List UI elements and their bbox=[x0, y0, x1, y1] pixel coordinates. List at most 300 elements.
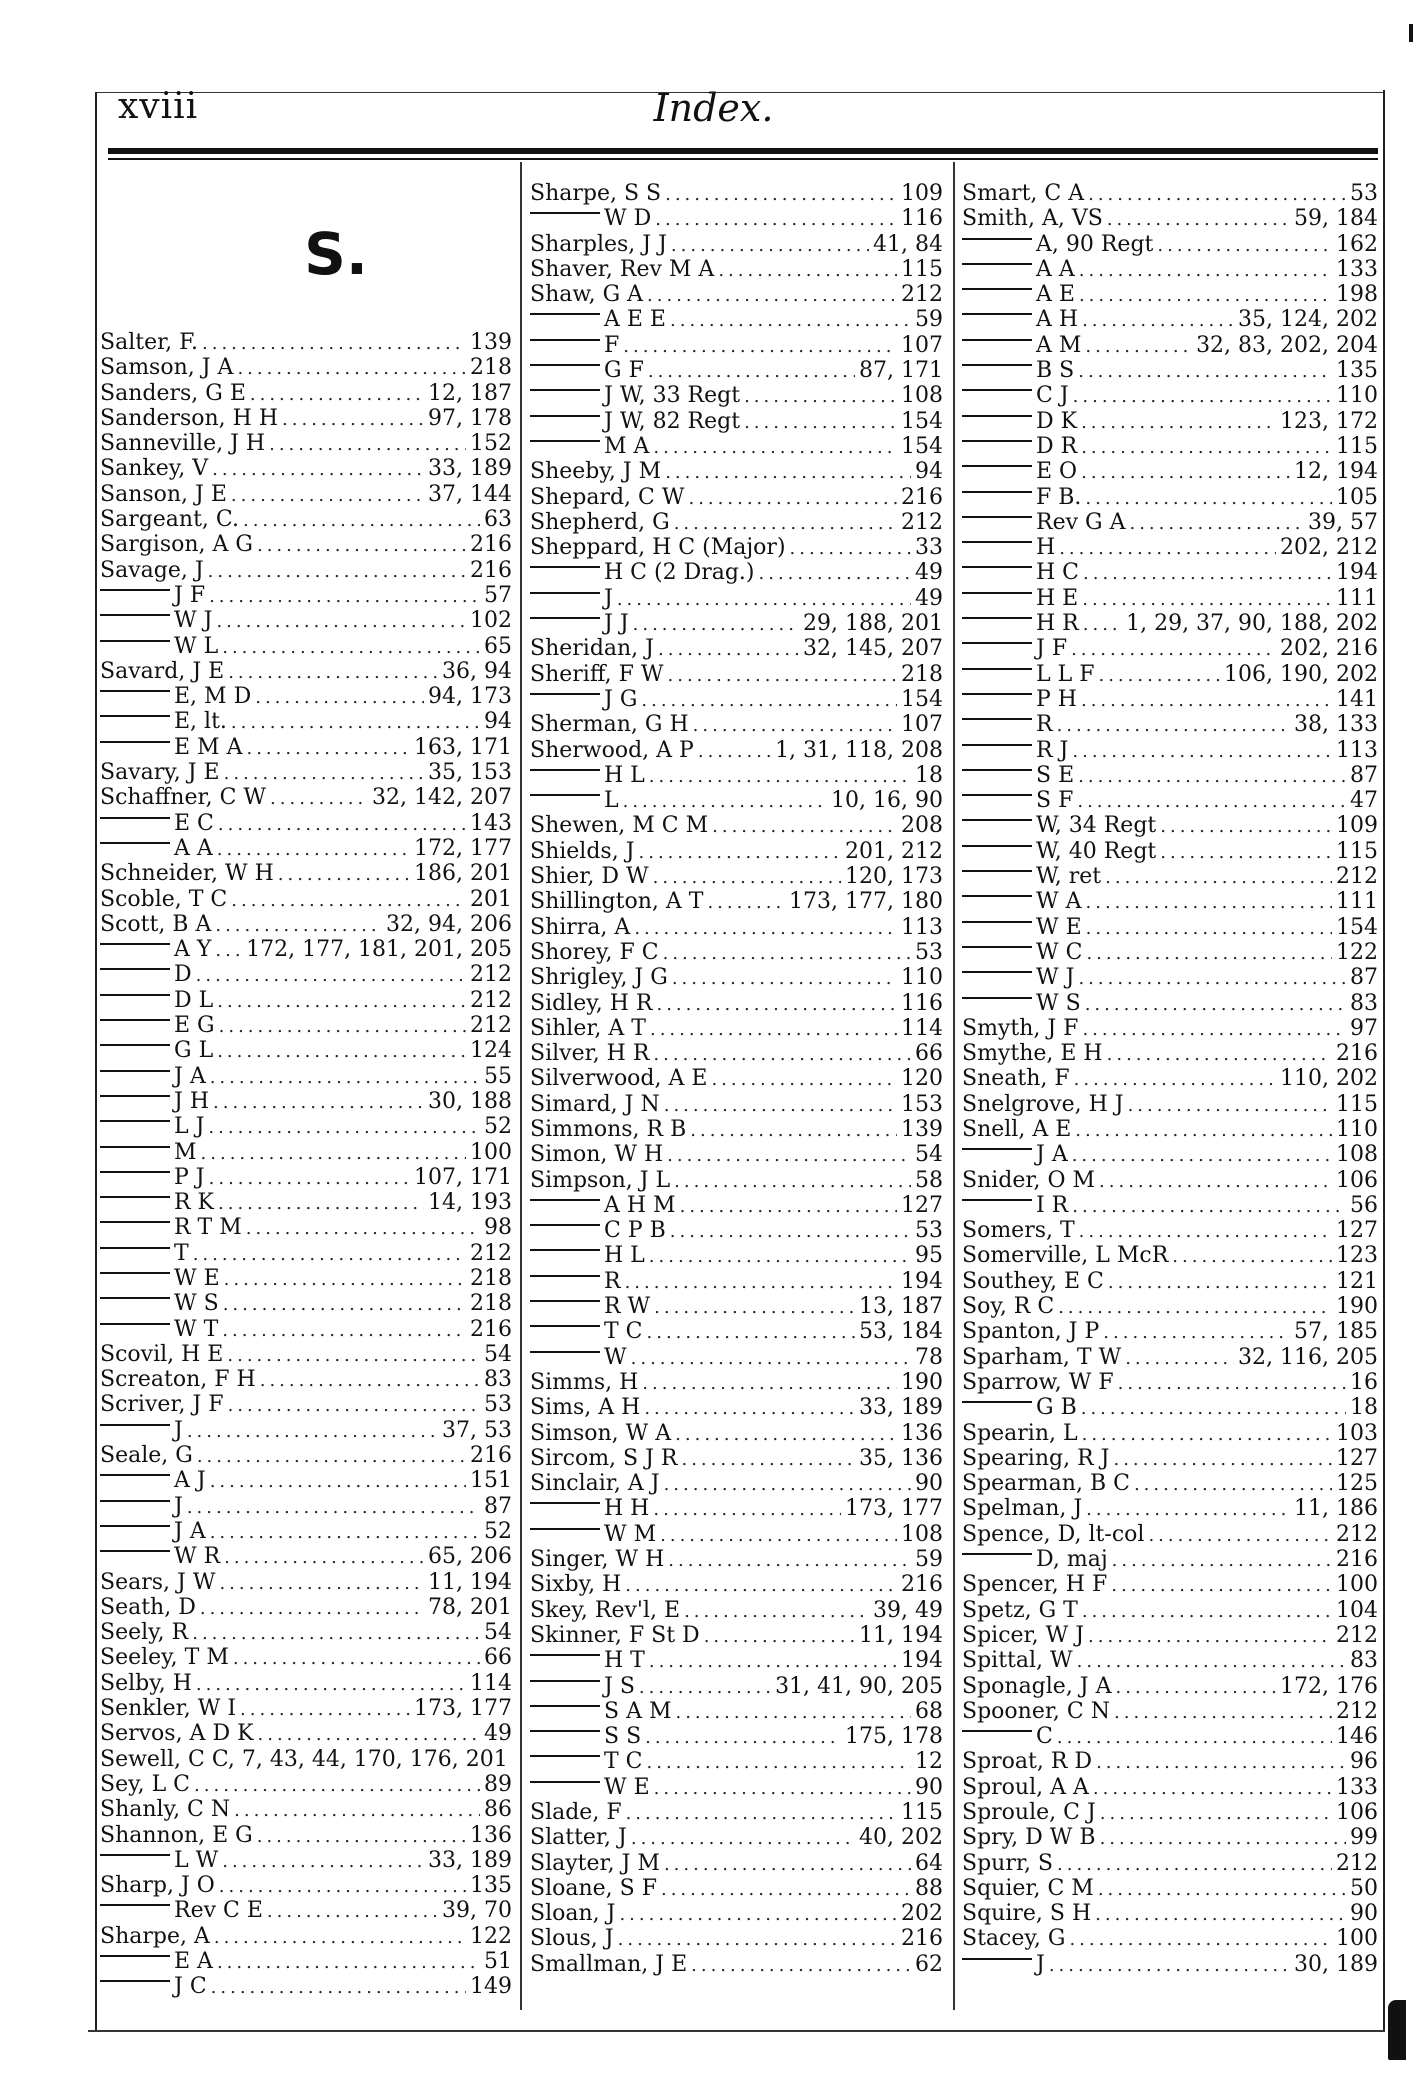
index-entry bbox=[530, 965, 943, 990]
leader-dots bbox=[1083, 561, 1332, 586]
leader-dots bbox=[1081, 1396, 1346, 1421]
entry-pages: 83 bbox=[1350, 1648, 1378, 1674]
index-entry bbox=[530, 1066, 943, 1091]
leader-dots bbox=[1111, 1573, 1332, 1598]
index-entry bbox=[530, 1345, 943, 1370]
leader-dots bbox=[634, 916, 897, 941]
index-entry bbox=[530, 257, 943, 282]
entry-name-text: M A bbox=[604, 433, 650, 459]
entry-name bbox=[100, 1721, 254, 1746]
entry-pages: 202 bbox=[901, 1901, 943, 1927]
continuation-dash bbox=[100, 1247, 170, 1249]
entry-name-text: G B bbox=[1036, 1395, 1077, 1421]
index-entry bbox=[530, 1547, 943, 1572]
entry-pages: 37, 144 bbox=[428, 481, 512, 507]
continuation-dash bbox=[100, 1980, 170, 1982]
entry-pages: 37, 53 bbox=[442, 1417, 512, 1443]
index-entry bbox=[100, 558, 512, 583]
entry-name bbox=[962, 1016, 1078, 1041]
continuation-dash bbox=[962, 389, 1032, 391]
index-entry bbox=[530, 1421, 943, 1446]
continuation-dash bbox=[962, 541, 1032, 543]
entry-pages: 39, 57 bbox=[1308, 509, 1378, 535]
leader-dots bbox=[1057, 1725, 1332, 1750]
index-entry bbox=[962, 1572, 1378, 1597]
entry-pages: 12, 194 bbox=[1294, 459, 1378, 485]
entry-name-text: W, ret bbox=[1036, 864, 1102, 890]
leader-dots bbox=[196, 963, 466, 988]
entry-pages: 59, 184 bbox=[1294, 206, 1378, 232]
continuation-dash bbox=[530, 1654, 600, 1656]
ink-mark-bottom bbox=[1388, 2000, 1406, 2060]
entry-name bbox=[530, 839, 635, 864]
leader-dots bbox=[672, 966, 897, 991]
index-entry bbox=[530, 738, 943, 763]
entry-name-text: Smart, C A bbox=[962, 181, 1085, 206]
entry-name-text: Sharpe, A bbox=[100, 1923, 210, 1949]
index-entry bbox=[530, 535, 943, 560]
entry-pages: 1, 31, 118, 208 bbox=[775, 737, 943, 763]
entry-name-text: Senkler, W I bbox=[100, 1696, 237, 1722]
entry-pages: 52 bbox=[484, 1518, 512, 1544]
entry-name bbox=[100, 1418, 183, 1443]
entry-name bbox=[100, 1645, 229, 1670]
entry-pages: 31, 41, 90, 205 bbox=[775, 1673, 943, 1699]
entry-name-text: Shaver, Rev M A bbox=[530, 256, 715, 282]
index-entry bbox=[962, 1218, 1378, 1243]
entry-name-text: W E bbox=[174, 1265, 220, 1291]
entry-name bbox=[530, 1623, 700, 1648]
entry-name-text: Salter, F. bbox=[100, 330, 199, 355]
entry-name-text: Rev G A bbox=[1036, 509, 1126, 535]
leader-dots bbox=[1069, 1927, 1332, 1952]
entry-name bbox=[100, 735, 242, 760]
index-entry bbox=[530, 636, 943, 661]
entry-name bbox=[530, 206, 651, 231]
entry-name bbox=[530, 940, 659, 965]
entry-name-text: Sanders, G E bbox=[100, 380, 246, 406]
entry-pages: 124 bbox=[470, 1038, 512, 1064]
continuation-dash bbox=[530, 769, 600, 771]
entry-pages: 216 bbox=[1336, 1041, 1378, 1067]
index-entry bbox=[530, 1370, 943, 1395]
entry-name bbox=[530, 1243, 645, 1268]
index-entry bbox=[530, 1876, 943, 1901]
entry-name bbox=[962, 257, 1075, 282]
index-entry bbox=[100, 1392, 512, 1417]
index-entry bbox=[100, 482, 512, 507]
entry-name bbox=[530, 1218, 666, 1243]
entry-name bbox=[530, 1496, 649, 1521]
leader-dots bbox=[213, 1090, 424, 1115]
leader-dots bbox=[192, 1621, 480, 1646]
leader-dots bbox=[675, 1700, 911, 1725]
entry-pages: 135 bbox=[1336, 358, 1378, 384]
page-right-border bbox=[1383, 90, 1385, 2030]
entry-pages: 55 bbox=[484, 1063, 512, 1089]
entry-pages: 11, 186 bbox=[1294, 1496, 1378, 1522]
leader-dots bbox=[1105, 865, 1332, 890]
leader-dots bbox=[1100, 1826, 1346, 1851]
entry-name-text: Spearman, B C bbox=[962, 1471, 1130, 1497]
entry-name bbox=[962, 1851, 1053, 1876]
continuation-dash bbox=[530, 1755, 600, 1757]
continuation-dash bbox=[530, 1275, 600, 1277]
entry-pages: 38, 133 bbox=[1294, 712, 1378, 738]
entry-name-text: Sinclair, A J bbox=[530, 1471, 660, 1497]
column-divider-1 bbox=[520, 162, 522, 2010]
entry-pages: 51 bbox=[484, 1949, 512, 1974]
entry-pages: 125 bbox=[1336, 1471, 1378, 1497]
entry-pages: 194 bbox=[901, 1268, 943, 1294]
entry-name-text: Sears, J W bbox=[100, 1569, 216, 1595]
continuation-dash bbox=[100, 1550, 170, 1552]
entry-pages: 90 bbox=[1350, 1901, 1378, 1927]
continuation-dash bbox=[100, 1323, 170, 1325]
continuation-dash bbox=[530, 1351, 600, 1353]
entry-pages: 33 bbox=[915, 535, 943, 561]
entry-pages: 202, 216 bbox=[1280, 636, 1378, 662]
continuation-dash bbox=[962, 238, 1032, 240]
entry-pages: 194 bbox=[901, 1648, 943, 1674]
continuation-dash bbox=[962, 1401, 1032, 1403]
leader-dots bbox=[1112, 1548, 1332, 1573]
index-entry bbox=[100, 456, 512, 481]
index-entry bbox=[100, 1064, 512, 1089]
index-entry bbox=[530, 788, 943, 813]
index-entry bbox=[962, 1699, 1378, 1724]
entry-pages: 32, 83, 202, 204 bbox=[1196, 332, 1378, 358]
entry-pages: 162 bbox=[1336, 231, 1378, 257]
entry-pages: 110 bbox=[1336, 383, 1378, 409]
index-entry bbox=[962, 1775, 1378, 1800]
leader-dots bbox=[1157, 233, 1332, 258]
leader-dots bbox=[661, 1877, 911, 1902]
leader-dots bbox=[216, 609, 466, 634]
entry-pages: 172, 177, 181, 201, 205 bbox=[246, 937, 512, 963]
entry-name bbox=[100, 1114, 204, 1139]
continuation-dash bbox=[100, 1854, 170, 1856]
continuation-dash bbox=[530, 1705, 600, 1707]
entry-name bbox=[530, 1648, 645, 1673]
index-entry bbox=[530, 333, 943, 358]
leader-dots bbox=[1072, 1143, 1332, 1168]
entry-name-text: H C (2 Drag.) bbox=[604, 560, 755, 586]
index-entry bbox=[962, 889, 1378, 914]
leader-dots bbox=[215, 938, 242, 963]
entry-name bbox=[530, 1876, 657, 1901]
entry-pages: 47 bbox=[1350, 788, 1378, 814]
entry-name bbox=[100, 887, 227, 912]
entry-name bbox=[100, 760, 220, 785]
entry-name bbox=[100, 1620, 188, 1645]
entry-name-text: G L bbox=[174, 1038, 214, 1064]
leader-dots bbox=[246, 736, 410, 761]
leader-dots bbox=[1148, 1523, 1332, 1548]
page-title: Index. bbox=[653, 86, 774, 130]
index-entry bbox=[100, 785, 512, 810]
entry-name bbox=[962, 409, 1077, 434]
entry-name bbox=[100, 836, 213, 861]
entry-pages: 114 bbox=[901, 1015, 943, 1041]
index-entry bbox=[962, 687, 1378, 712]
entry-pages: 216 bbox=[901, 1926, 943, 1952]
entry-name bbox=[100, 634, 218, 659]
index-entry bbox=[530, 889, 943, 914]
entry-pages: 108 bbox=[1336, 1142, 1378, 1168]
continuation-dash bbox=[962, 313, 1032, 315]
leader-dots bbox=[1100, 1801, 1332, 1826]
index-entry bbox=[530, 1168, 943, 1193]
leader-dots bbox=[1078, 966, 1346, 991]
entry-name-text: Squire, S H bbox=[962, 1901, 1092, 1927]
entry-name-text: Sneath, F bbox=[962, 1066, 1070, 1092]
entry-name-text: Snider, O M bbox=[962, 1167, 1096, 1193]
leader-dots bbox=[647, 1320, 856, 1345]
entry-pages: 201 bbox=[470, 886, 512, 912]
leader-dots bbox=[680, 1194, 897, 1219]
index-entry bbox=[962, 307, 1378, 332]
entry-name-text: Slatter, J bbox=[530, 1825, 627, 1851]
entry-name-text: H T bbox=[604, 1648, 645, 1674]
leader-dots bbox=[240, 1697, 410, 1722]
entry-name-text: A E E bbox=[604, 307, 666, 333]
index-entry bbox=[530, 409, 943, 434]
entry-name bbox=[962, 1446, 1109, 1471]
entry-name-text: W, 34 Regt bbox=[1036, 813, 1157, 839]
leader-dots bbox=[718, 258, 897, 283]
index-entry bbox=[962, 459, 1378, 484]
leader-dots bbox=[641, 688, 897, 713]
index-entry bbox=[962, 1749, 1378, 1774]
leader-dots bbox=[282, 407, 424, 432]
leader-dots bbox=[639, 1675, 771, 1700]
entry-pages: 151 bbox=[470, 1468, 512, 1494]
entry-name bbox=[100, 785, 266, 810]
entry-name bbox=[530, 1066, 707, 1091]
continuation-dash bbox=[530, 794, 600, 796]
entry-name bbox=[100, 659, 224, 684]
leader-dots bbox=[267, 1899, 438, 1924]
entry-pages: 98 bbox=[484, 1215, 512, 1241]
index-entry bbox=[962, 813, 1378, 838]
index-entry bbox=[962, 485, 1378, 510]
index-entry bbox=[100, 937, 512, 962]
index-entry bbox=[100, 608, 512, 633]
leader-dots bbox=[670, 1219, 911, 1244]
index-entry bbox=[962, 1193, 1378, 1218]
entry-pages: 94 bbox=[915, 459, 943, 485]
index-entry bbox=[100, 1924, 512, 1949]
entry-name bbox=[962, 1775, 1089, 1800]
index-entry bbox=[962, 1446, 1378, 1471]
entry-pages: 212 bbox=[1336, 864, 1378, 890]
entry-name-text: Sircom, S J R bbox=[530, 1445, 678, 1471]
index-entry bbox=[100, 507, 512, 532]
index-entry bbox=[100, 1165, 512, 1190]
index-entry bbox=[530, 1901, 943, 1926]
leader-dots bbox=[1085, 486, 1332, 511]
continuation-dash bbox=[962, 1199, 1032, 1201]
entry-name bbox=[962, 1243, 1168, 1268]
entry-pages: 35, 153 bbox=[428, 760, 512, 786]
entry-name bbox=[100, 1215, 242, 1240]
index-entry bbox=[100, 1519, 512, 1544]
index-entry bbox=[100, 1443, 512, 1468]
entry-name-text: Somers, T bbox=[962, 1218, 1075, 1244]
leader-dots bbox=[1114, 1700, 1332, 1725]
entry-name bbox=[100, 1468, 206, 1493]
entry-pages: 12, 187 bbox=[428, 380, 512, 406]
entry-name bbox=[530, 864, 649, 889]
entry-name-text: Sey, L C bbox=[100, 1771, 191, 1797]
entry-name-text: R J bbox=[1036, 737, 1069, 763]
entry-name-text: Slade, F bbox=[530, 1800, 622, 1825]
entry-name bbox=[100, 1848, 218, 1873]
continuation-dash bbox=[962, 364, 1032, 366]
entry-pages: 63 bbox=[484, 507, 512, 533]
entry-pages: 10, 16, 90 bbox=[831, 788, 943, 814]
entry-name-text: L bbox=[604, 788, 619, 814]
continuation-dash bbox=[530, 212, 600, 214]
continuation-dash bbox=[100, 1196, 170, 1198]
entry-name-text: R K bbox=[174, 1190, 214, 1216]
leader-dots bbox=[664, 1472, 911, 1497]
continuation-dash bbox=[100, 690, 170, 692]
entry-pages: 153 bbox=[901, 1091, 943, 1117]
entry-pages: 175, 178 bbox=[845, 1724, 943, 1750]
index-entry bbox=[530, 1825, 943, 1850]
entry-pages: 50 bbox=[1350, 1875, 1378, 1901]
entry-pages: 66 bbox=[484, 1645, 512, 1671]
leader-dots bbox=[260, 1368, 480, 1393]
entry-pages: 110 bbox=[901, 965, 943, 991]
continuation-dash bbox=[100, 614, 170, 616]
index-entry bbox=[962, 510, 1378, 535]
index-entry bbox=[962, 586, 1378, 611]
entry-pages: 216 bbox=[901, 1572, 943, 1598]
entry-name bbox=[530, 1345, 627, 1370]
continuation-dash bbox=[100, 741, 170, 743]
entry-name-text: Scovil, H E bbox=[100, 1341, 224, 1367]
entry-name-text: A Y bbox=[174, 937, 212, 963]
entry-name bbox=[100, 1013, 215, 1038]
entry-name-text: Slayter, J M bbox=[530, 1850, 660, 1876]
leader-dots bbox=[693, 713, 897, 738]
leader-dots bbox=[649, 1649, 897, 1674]
index-entry bbox=[962, 763, 1378, 788]
index-entry bbox=[530, 485, 943, 510]
index-entry bbox=[962, 1066, 1378, 1091]
entry-name-text: Scott, B A bbox=[100, 911, 212, 937]
entry-pages: 41, 84 bbox=[873, 231, 943, 257]
entry-pages: 52 bbox=[484, 1114, 512, 1140]
entry-name bbox=[530, 1952, 687, 1977]
index-entry bbox=[530, 1674, 943, 1699]
leader-dots bbox=[1085, 334, 1192, 359]
index-entry bbox=[530, 763, 943, 788]
index-entry bbox=[100, 1570, 512, 1595]
header-rule-thin bbox=[108, 158, 1378, 160]
entry-pages: 49 bbox=[915, 560, 943, 586]
entry-name bbox=[100, 1772, 190, 1797]
entry-pages: 32, 145, 207 bbox=[803, 636, 943, 662]
index-entry bbox=[962, 1395, 1378, 1420]
entry-pages: 87, 171 bbox=[859, 358, 943, 384]
entry-name bbox=[530, 1926, 614, 1951]
entry-name-text: Seale, G bbox=[100, 1443, 193, 1469]
entry-name-text: P J bbox=[174, 1164, 205, 1190]
entry-name-text: Southey, E C bbox=[962, 1268, 1104, 1294]
leader-dots bbox=[1081, 410, 1276, 435]
entry-name-text: W bbox=[604, 1344, 627, 1370]
continuation-dash bbox=[962, 1730, 1032, 1732]
index-entry bbox=[100, 1342, 512, 1367]
index-entry bbox=[100, 1038, 512, 1063]
index-entry bbox=[530, 1623, 943, 1648]
entry-name-text: Savard, J E bbox=[100, 658, 225, 684]
entry-name bbox=[530, 1775, 650, 1800]
continuation-dash bbox=[530, 1325, 600, 1327]
entry-pages: 212 bbox=[470, 987, 512, 1013]
index-entry bbox=[962, 965, 1378, 990]
continuation-dash bbox=[100, 640, 170, 642]
index-entry bbox=[962, 738, 1378, 763]
entry-name-text: Sparham, T W bbox=[962, 1344, 1122, 1370]
leader-dots bbox=[675, 1422, 897, 1447]
index-entry bbox=[100, 1266, 512, 1291]
leader-dots bbox=[623, 789, 827, 814]
index-entry bbox=[530, 1117, 943, 1142]
continuation-dash bbox=[962, 1958, 1032, 1960]
index-entry bbox=[962, 839, 1378, 864]
entry-pages: 121 bbox=[1336, 1268, 1378, 1294]
ink-mark-top bbox=[1409, 24, 1413, 42]
index-entry bbox=[530, 1294, 943, 1319]
entry-name-text: D K bbox=[1036, 408, 1078, 434]
continuation-dash bbox=[100, 968, 170, 970]
entry-name bbox=[100, 1140, 197, 1165]
entry-name-text: Smallman, J E bbox=[530, 1951, 688, 1977]
continuation-dash bbox=[530, 1224, 600, 1226]
entry-name bbox=[962, 636, 1067, 661]
index-entry bbox=[530, 1775, 943, 1800]
leader-dots bbox=[649, 1244, 911, 1269]
leader-dots bbox=[664, 1852, 911, 1877]
entry-name-text: Simard, J N bbox=[530, 1091, 660, 1117]
entry-name bbox=[530, 1142, 663, 1167]
entry-name-text: J A bbox=[174, 1063, 206, 1089]
entry-name-text: Spetz, G T bbox=[962, 1597, 1078, 1623]
entry-pages: 78, 201 bbox=[428, 1594, 512, 1620]
leader-dots bbox=[187, 1419, 438, 1444]
entry-name-text: Shrigley, J G bbox=[530, 965, 668, 991]
leader-dots bbox=[237, 356, 466, 381]
index-entry bbox=[100, 962, 512, 987]
index-entry bbox=[962, 1471, 1378, 1496]
entry-name bbox=[100, 1823, 253, 1848]
entry-pages: 146 bbox=[1336, 1724, 1378, 1750]
leader-dots bbox=[255, 685, 424, 710]
entry-pages: 115 bbox=[901, 1800, 943, 1825]
entry-pages: 116 bbox=[901, 206, 943, 232]
entry-name-text: Sloane, S F bbox=[530, 1875, 657, 1901]
index-entry bbox=[100, 1645, 512, 1670]
continuation-dash bbox=[100, 1525, 170, 1527]
leader-dots bbox=[1049, 1953, 1290, 1978]
leader-dots bbox=[1107, 207, 1290, 232]
entry-name-text: Sharp, J O bbox=[100, 1873, 215, 1899]
